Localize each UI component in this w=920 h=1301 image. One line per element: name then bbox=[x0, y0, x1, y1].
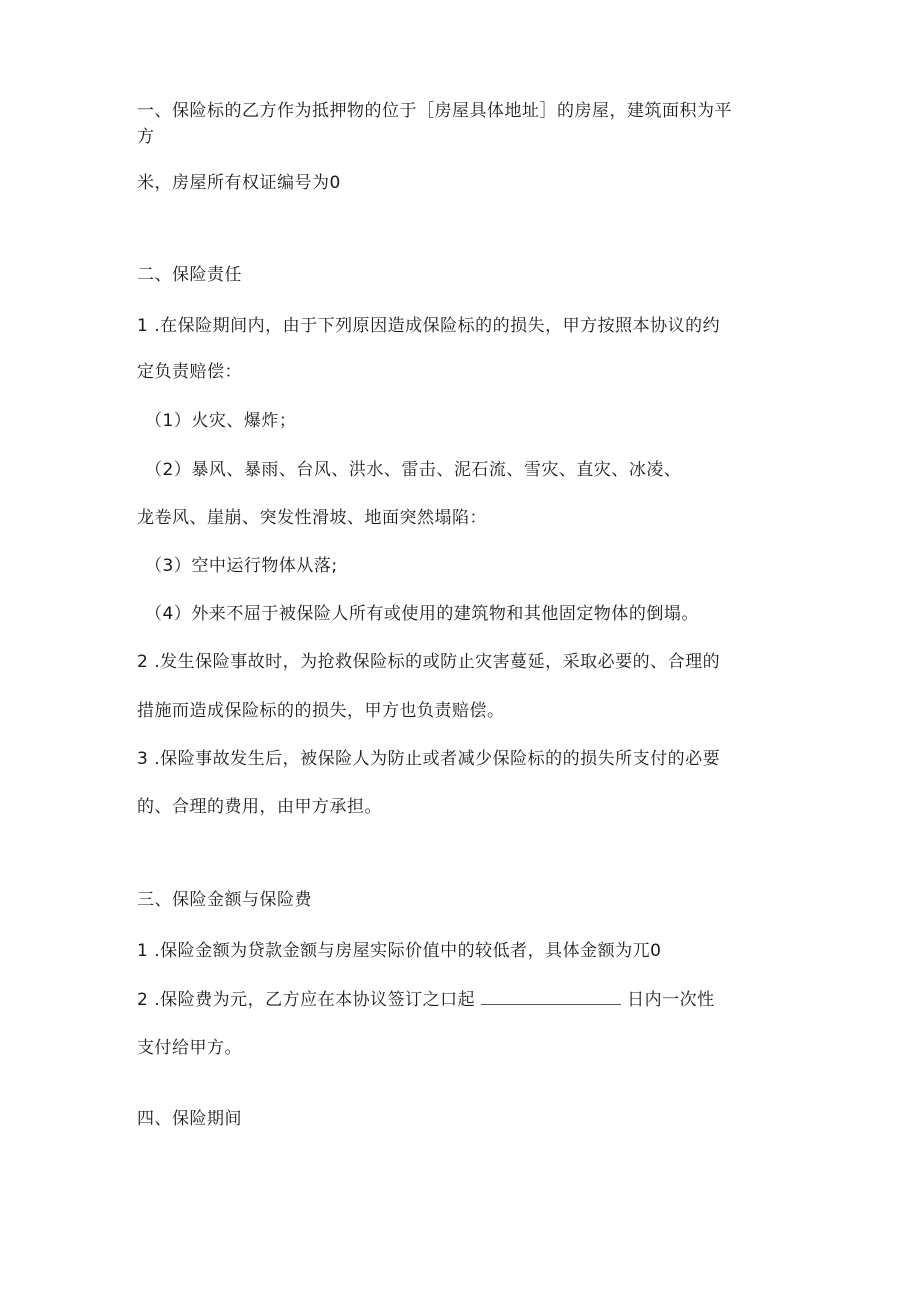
section2-para1-line1: 1 .在保险期间内，由于下列原因造成保险标的的损失，甲方按照本协议的约 bbox=[137, 316, 721, 336]
section2-item2-line2: 龙卷风、崖崩、突发性滑坡、地面突然塌陷： bbox=[137, 508, 487, 528]
section3-para2-text-a: 2 .保险费为元，乙方应在本协议签订之口起 bbox=[137, 990, 476, 1010]
section1-line3: 米，房屋所有权证编号为0 bbox=[137, 173, 341, 193]
section3-title: 三、保险金额与保险费 bbox=[137, 890, 312, 910]
section2-para1-line2: 定负责赔偿： bbox=[137, 362, 242, 382]
section3-para1: 1 .保险金额为贷款金额与房屋实际价值中的较低者，具体金额为兀0 bbox=[137, 941, 662, 961]
section2-para3-line2: 的、合理的费用，由甲方承担。 bbox=[137, 797, 382, 817]
section1-line2: 方 bbox=[137, 127, 155, 147]
section2-item4: （4）外来不屈于被保险人所有或使用的建筑物和其他固定物体的倒塌。 bbox=[145, 604, 699, 624]
section2-item3: （3）空中运行物体从落; bbox=[145, 556, 338, 576]
section3-para2-line2: 支付给甲方。 bbox=[137, 1038, 242, 1058]
section2-para3-line1: 3 .保险事故发生后，被保险人为防止或者减少保险标的的损失所支付的必要 bbox=[137, 749, 721, 769]
section2-para2-line1: 2 .发生保险事故时，为抢救保险标的或防止灾害蔓延，采取必要的、合理的 bbox=[137, 652, 721, 672]
fill-in-blank bbox=[481, 990, 621, 1005]
section4-title: 四、保险期间 bbox=[137, 1109, 242, 1129]
section3-para2-line1 bbox=[137, 989, 715, 1011]
section1-line1: 一、保险标的乙方作为抵押物的位于［房屋具体地址］的房屋，建筑面积为平 bbox=[137, 101, 732, 121]
section2-para2-line2: 措施而造成保险标的的损失，甲方也负责赔偿。 bbox=[137, 701, 505, 721]
section3-para2-text-b: 日内一次性 bbox=[627, 990, 715, 1010]
section2-item2-line1: （2）暴风、暴雨、台风、洪水、雷击、泥石流、雪灾、直灾、冰凌、 bbox=[145, 460, 682, 480]
section2-item1: （1）火灾、爆炸； bbox=[145, 411, 297, 431]
section2-title: 二、保险责任 bbox=[137, 265, 242, 285]
